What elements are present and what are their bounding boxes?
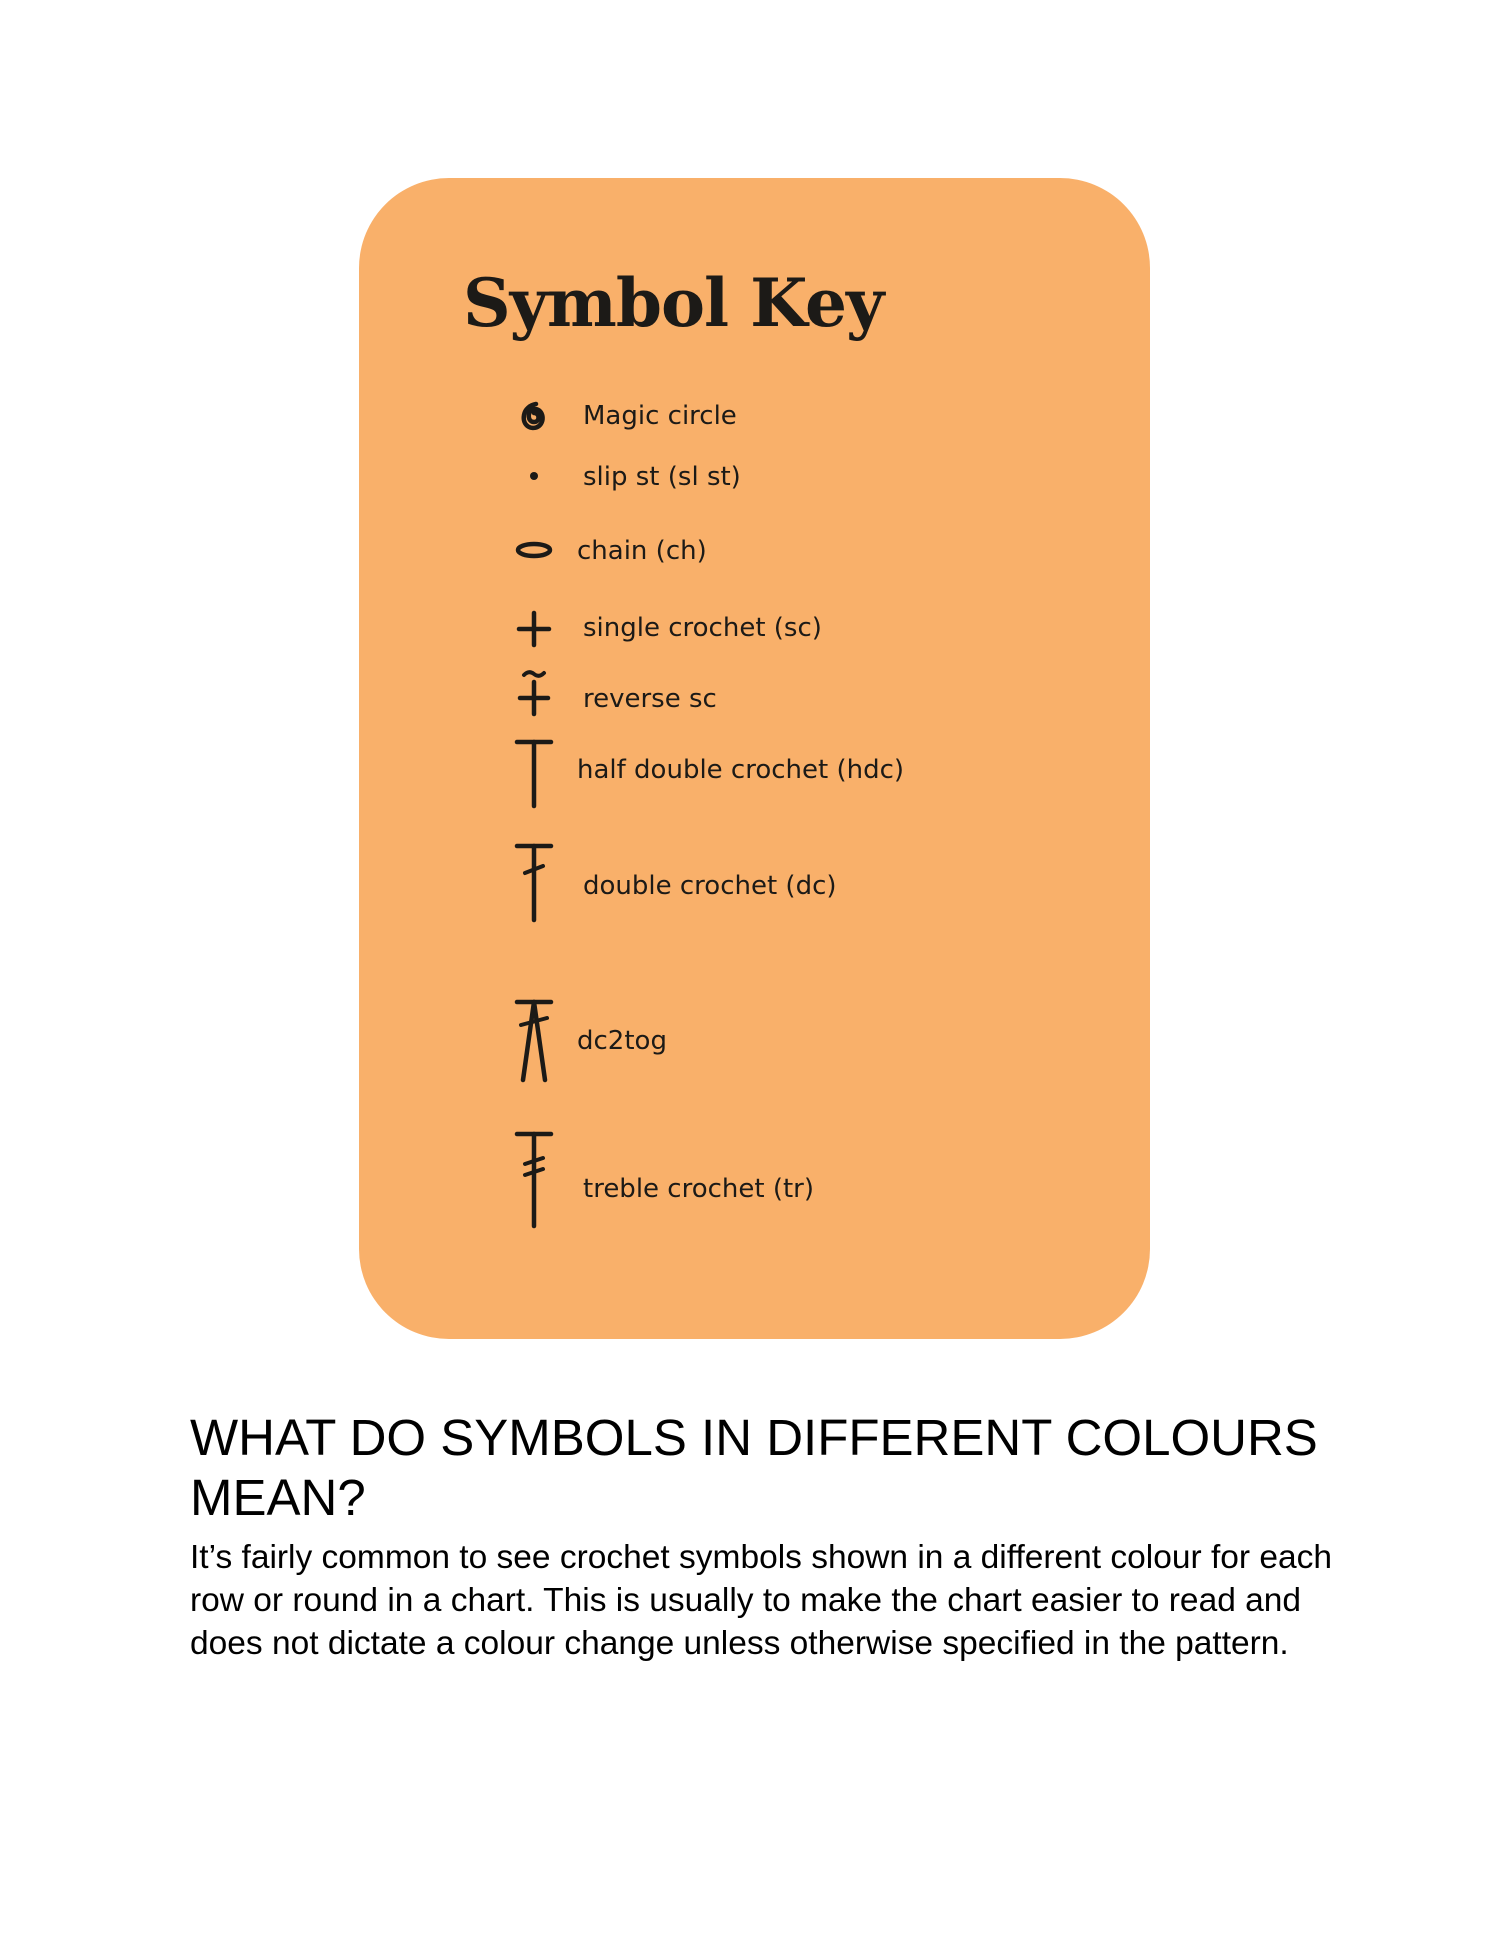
key-label-treble-crochet: treble crochet (tr) <box>583 1174 815 1204</box>
symbol-key-card <box>359 178 1150 1339</box>
chain-icon <box>489 535 579 565</box>
magic-circle-icon <box>489 398 579 438</box>
key-label-magic-circle: Magic circle <box>583 401 737 431</box>
treble-crochet-icon <box>489 1130 579 1230</box>
reverse-sc-icon <box>489 668 579 718</box>
dc2tog-icon <box>489 998 579 1084</box>
key-label-chain: chain (ch) <box>577 536 707 566</box>
section-body: It’s fairly common to see crochet symbols shown in a different colour for each row or round in a chart. This is usually to make the chart easier to read and does not dictate a colour change unless otherwise specified in the pattern. <box>190 1539 1333 1662</box>
key-label-half-double-crochet: half double crochet (hdc) <box>577 755 905 785</box>
symbol-key-title: Symbol Key <box>463 264 884 342</box>
key-label-single-crochet: single crochet (sc) <box>583 613 822 643</box>
section-heading: WHAT DO SYMBOLS IN DIFFERENT COLOURS MEAN? <box>190 1409 1318 1526</box>
single-crochet-icon <box>489 610 579 650</box>
slip-stitch-icon <box>489 462 579 492</box>
key-label-slip-stitch: slip st (sl st) <box>583 462 741 492</box>
key-label-dc2tog: dc2tog <box>577 1026 667 1056</box>
double-crochet-icon <box>489 842 579 924</box>
half-double-crochet-icon <box>489 738 579 810</box>
key-label-reverse-sc: reverse sc <box>583 684 717 714</box>
key-label-double-crochet: double crochet (dc) <box>583 871 837 901</box>
